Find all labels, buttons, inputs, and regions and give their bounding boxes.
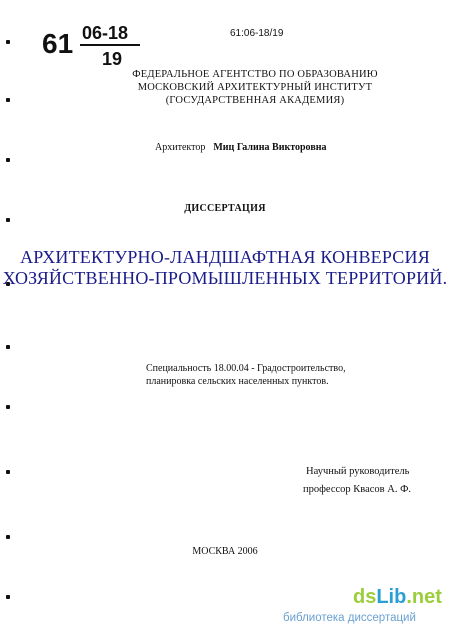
stamp-left-number: 61 <box>42 28 74 59</box>
binder-dot <box>6 218 10 222</box>
specialty-line-1: Специальность 18.00.04 - Градостроительство, <box>146 363 346 374</box>
author-role: Архитектор <box>155 142 206 153</box>
binder-dot <box>6 405 10 409</box>
binder-dot <box>6 40 10 44</box>
organization-line-1: ФЕДЕРАЛЬНОЕ АГЕНТСТВО ПО ОБРАЗОВАНИЮ <box>132 69 378 80</box>
binder-dot <box>6 345 10 349</box>
title-line-1: АРХИТЕКТУРНО-ЛАНДШАФТНАЯ КОНВЕРСИЯ <box>20 247 430 267</box>
binder-dot <box>6 98 10 102</box>
title-line-2: ХОЗЯЙСТВЕННО-ПРОМЫШЛЕННЫХ ТЕРРИТОРИЙ. <box>2 268 448 288</box>
city-year: МОСКВА 2006 <box>192 546 258 557</box>
logo-suffix: .net <box>406 586 442 608</box>
stamp-fraction-line <box>80 44 140 46</box>
organization-line-3: (ГОСУДАРСТВЕННАЯ АКАДЕМИЯ) <box>165 95 345 106</box>
watermark-caption: библиотека диссертаций <box>283 612 416 624</box>
document-type: ДИССЕРТАЦИЯ <box>184 203 266 214</box>
stamp-bottom-number: 19 <box>102 49 123 69</box>
catalog-code: 61:06-18/19 <box>230 28 284 39</box>
supervisor-label: Научный руководитель <box>306 466 410 477</box>
logo-prefix: ds <box>353 586 377 608</box>
supervisor-name: профессор Квасов А. Ф. <box>303 484 412 495</box>
logo-main: Lib <box>376 586 407 608</box>
binder-dot <box>6 595 10 599</box>
binder-dot <box>6 470 10 474</box>
organization-line-2: МОСКОВСКИЙ АРХИТЕКТУРНЫЙ ИНСТИТУТ <box>137 82 373 93</box>
specialty-line-2: планировка сельских населенных пунктов. <box>146 376 329 387</box>
binder-dot <box>6 158 10 162</box>
dslib-logo <box>353 587 442 607</box>
stamp-top-number: 06-18 <box>82 23 129 43</box>
author-line <box>155 142 326 153</box>
author-name: Миц Галина Викторовна <box>213 142 327 153</box>
binder-dot <box>6 535 10 539</box>
